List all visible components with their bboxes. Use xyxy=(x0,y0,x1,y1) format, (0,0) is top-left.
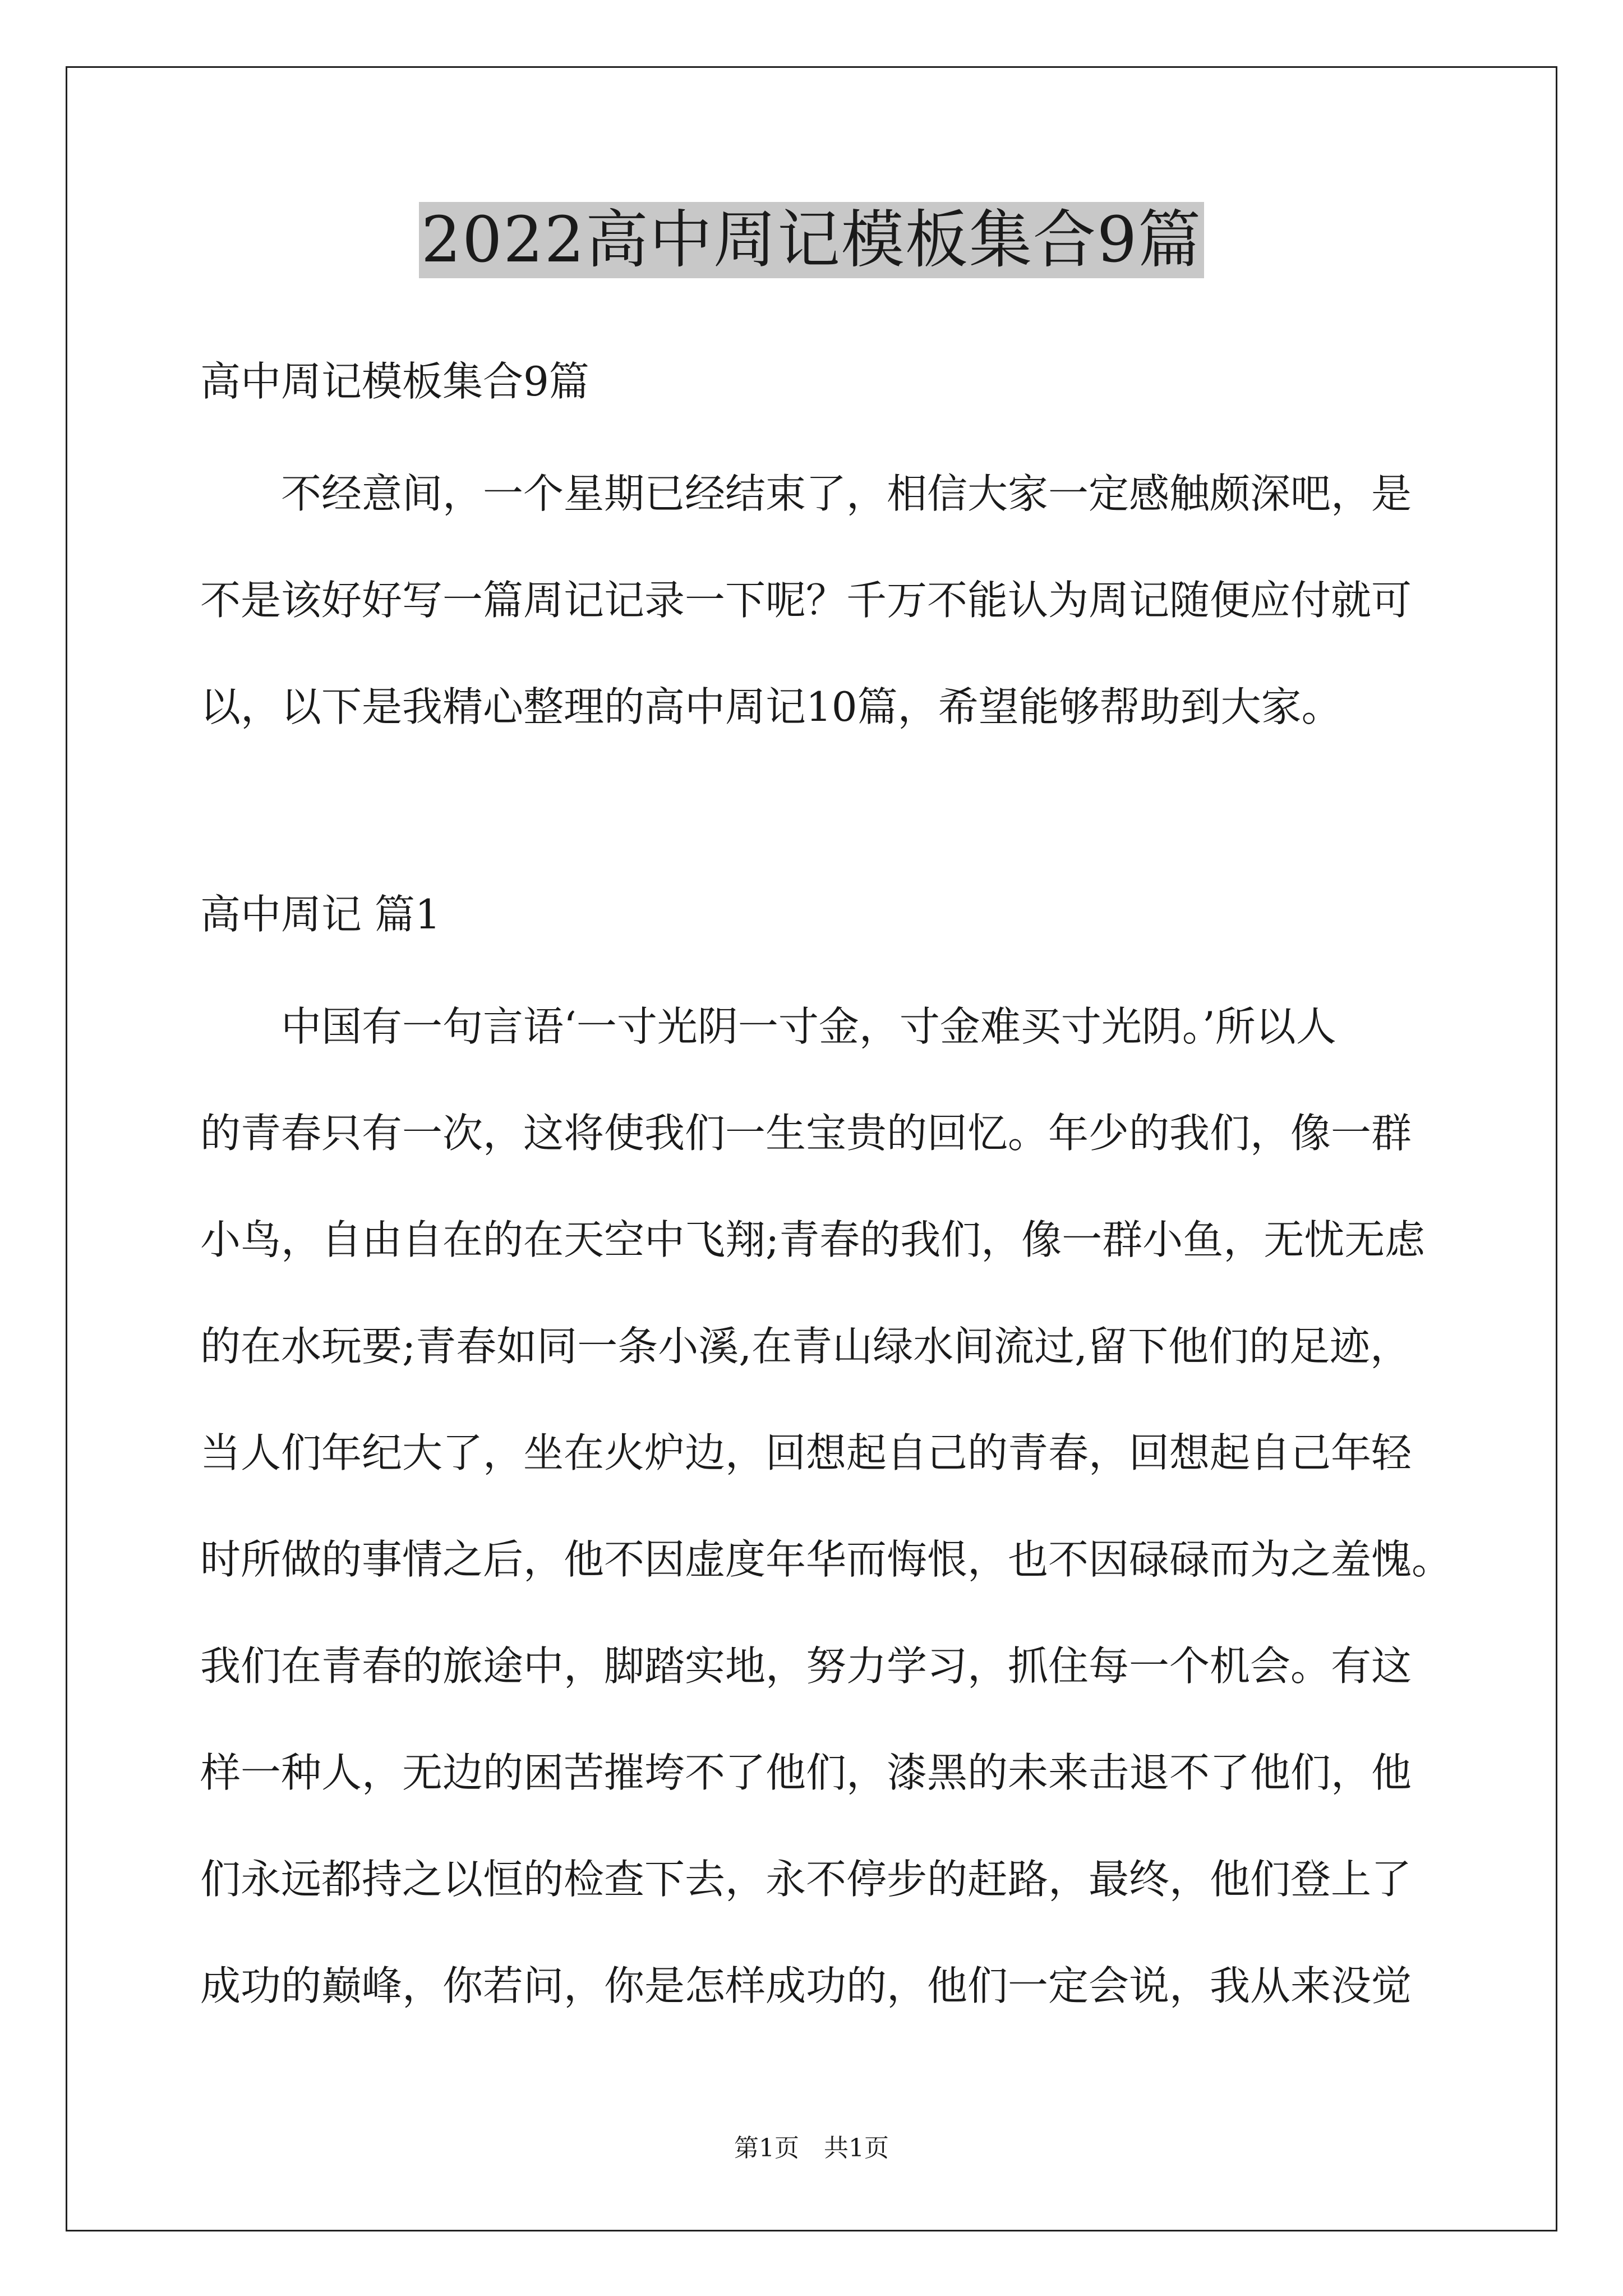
body-line: 当人们年纪大了，坐在火炉边，回想起自己的青春，回想起自己年轻 xyxy=(200,1429,1412,1476)
body-line: 我们在青春的旅途中，脚踏实地，努力学习，抓住每一个机会。有这 xyxy=(200,1642,1412,1690)
page-footer: 第1页 共1页 xyxy=(734,2134,889,2162)
section-heading: 高中周记 篇1 xyxy=(200,891,441,938)
body-line: 成功的巅峰，你若问，你是怎样成功的，他们一定会说，我从来没觉 xyxy=(200,1962,1412,2009)
body-line: 的在水玩要;青春如同一条小溪,在青山绿水间流过,留下他们的足迹， xyxy=(200,1323,1411,1370)
body-line: 中国有一句言语‘一寸光阴一寸金，寸金难买寸光阴。’所以人 xyxy=(200,1003,1336,1050)
body-line: 样一种人，无边的困苦摧垮不了他们，漆黑的未来击退不了他们，他 xyxy=(200,1749,1412,1796)
intro-line: 不是该好好写一篇周记记录一下呢？千万不能认为周记随便应付就可 xyxy=(200,577,1412,624)
intro-paragraph xyxy=(200,440,1456,760)
intro-line: 以，以下是我精心整理的高中周记10篇，希望能够帮助到大家。 xyxy=(200,683,1342,730)
body-line: 小鸟，自由自在的在天空中飞翔;青春的我们，像一群小鱼，无忧无虑 xyxy=(200,1216,1426,1263)
title-block xyxy=(0,202,1623,278)
document-subtitle: 高中周记模板集合9篇 xyxy=(200,358,589,405)
body-line: 们永远都持之以恒的检查下去，永不停步的赶路，最终，他们登上了 xyxy=(200,1856,1412,1903)
body-line: 的青春只有一次，这将使我们一生宝贵的回忆。年少的我们，像一群 xyxy=(200,1110,1412,1157)
document-title: 2022高中周记模板集合9篇 xyxy=(419,202,1204,278)
intro-line: 不经意间，一个星期已经结束了，相信大家一定感触颇深吧，是 xyxy=(200,470,1412,517)
body-line: 时所做的事情之后，他不因虚度年华而悔恨，也不因碌碌而为之羞愧。 xyxy=(200,1536,1453,1583)
section-paragraph xyxy=(200,973,1456,2039)
